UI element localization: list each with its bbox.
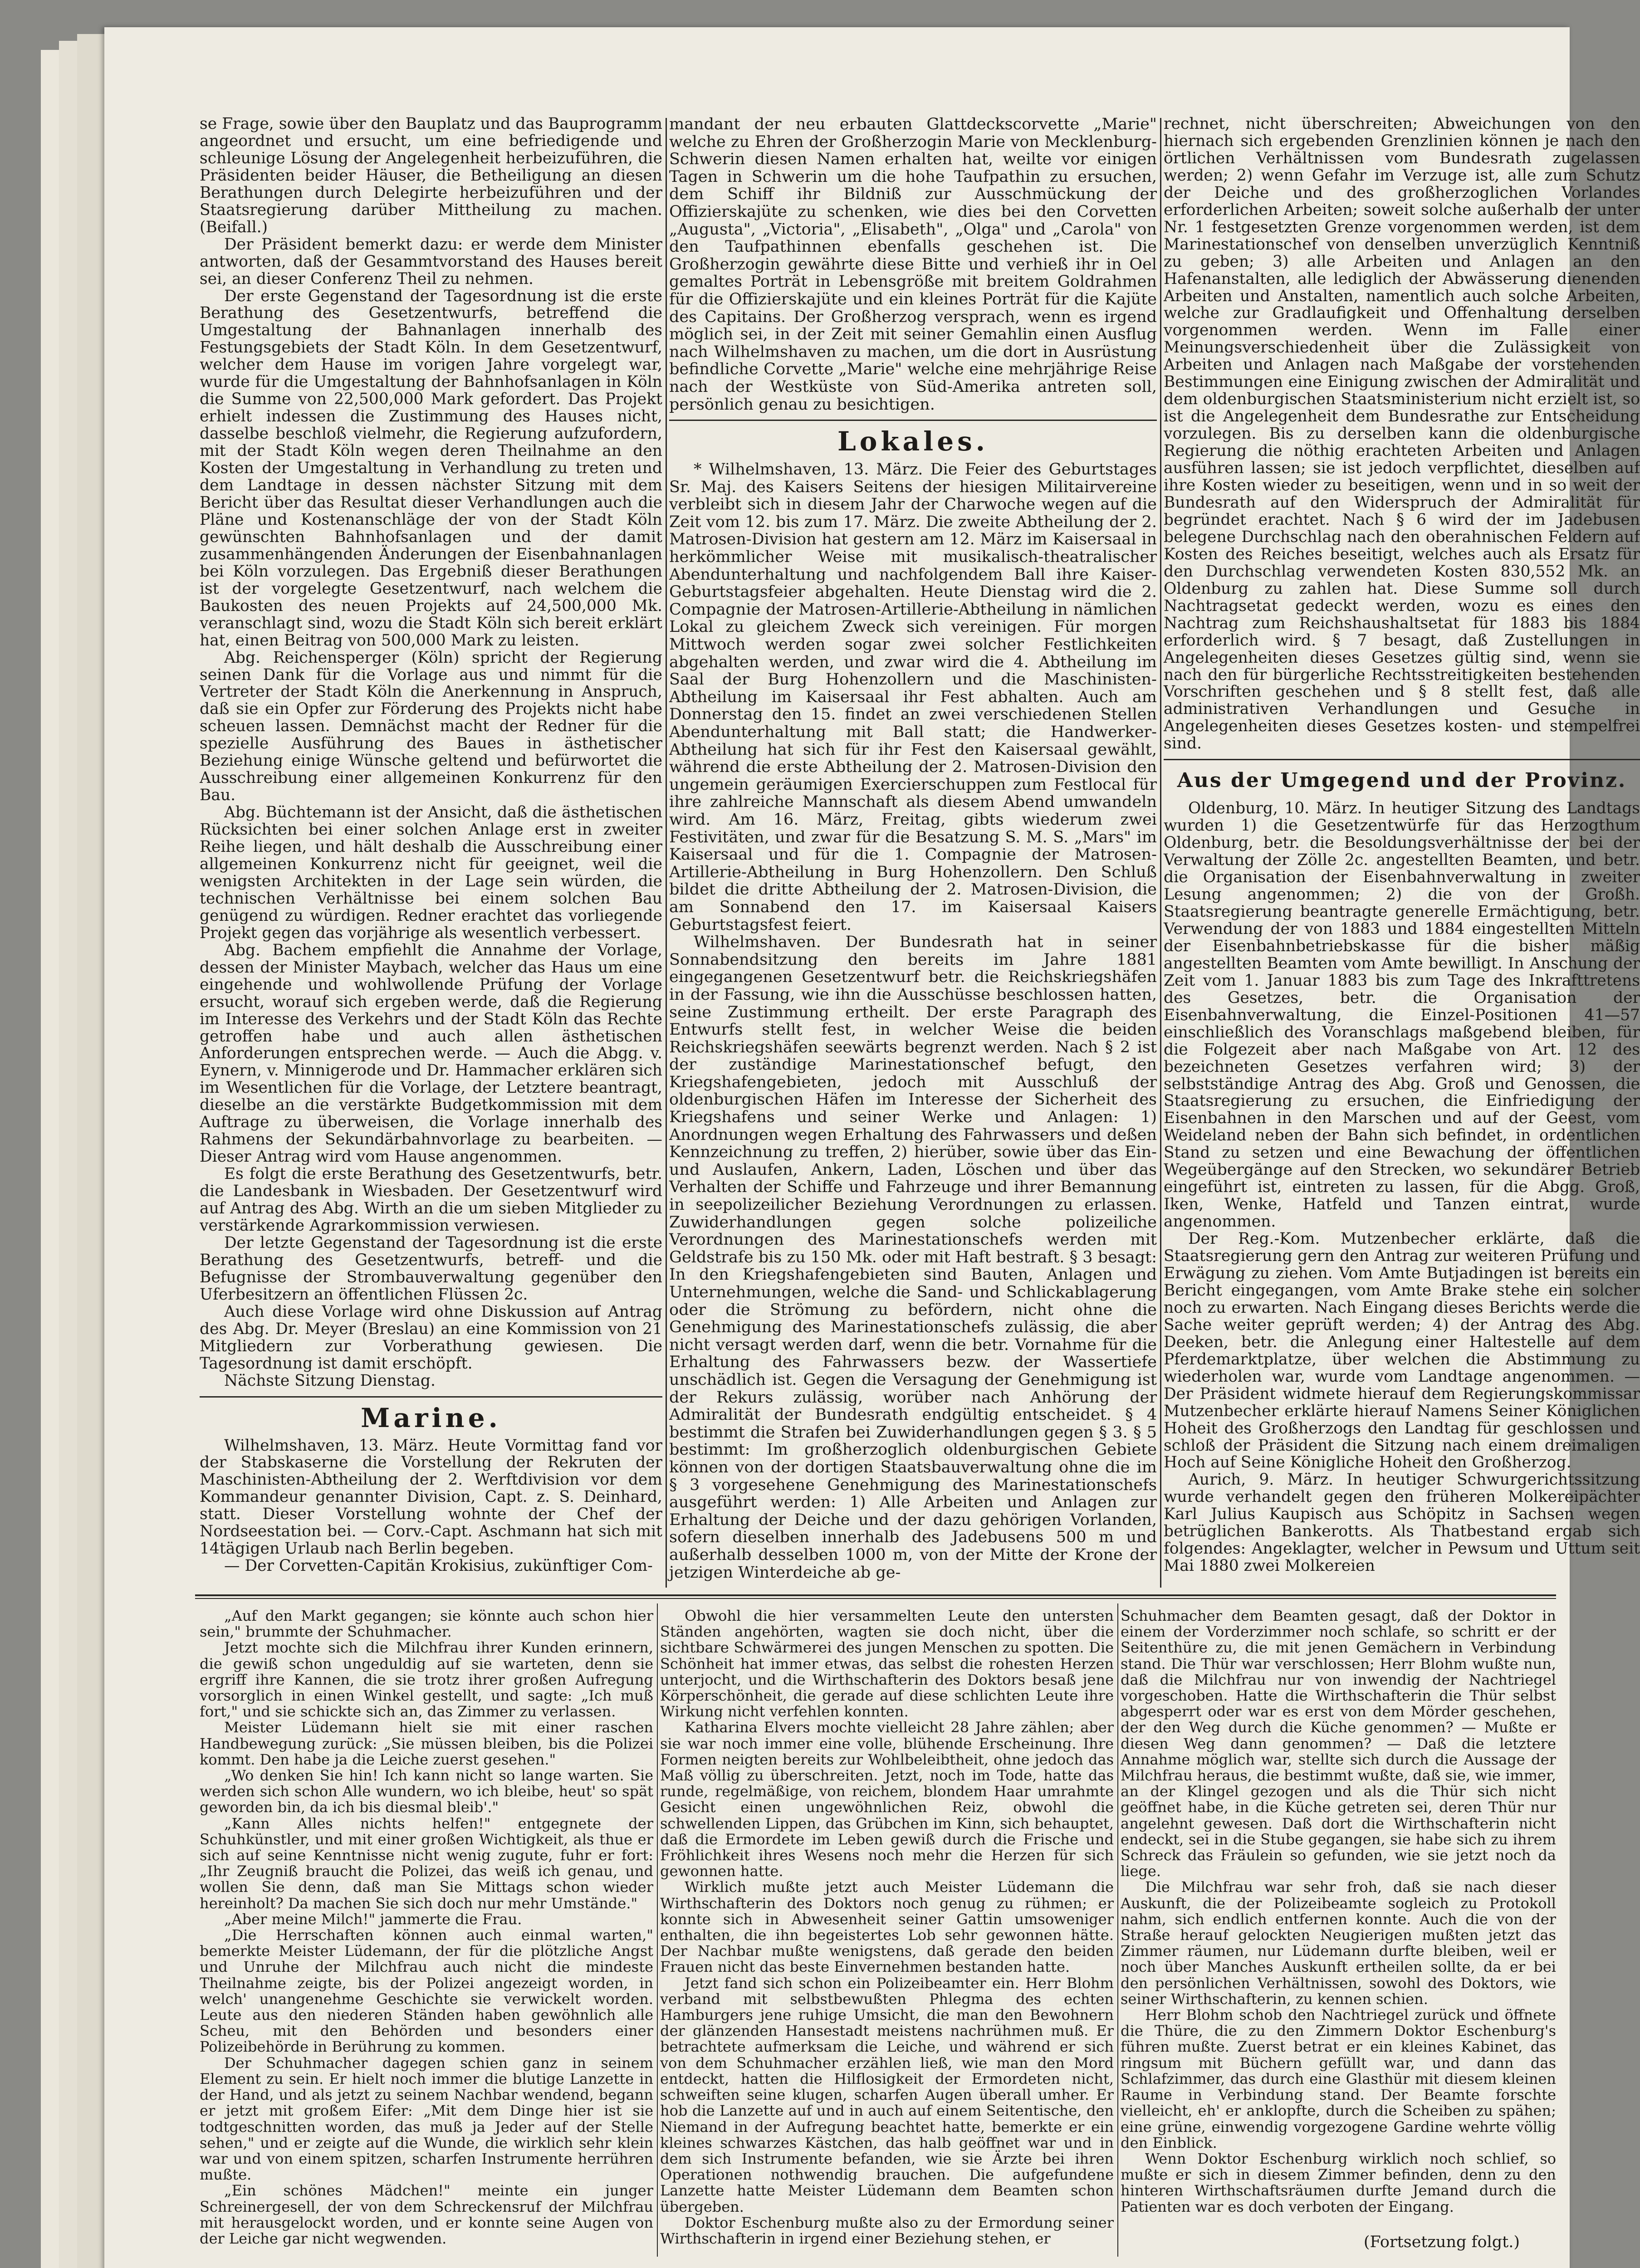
- feuilleton-paragraph: „Die Herrschaften können auch einmal warten," bemerkte Meister Lüdemann, der für die plötzliche Angst und Unruhe der Milchfrau auch nicht die mindeste Theilnahme zeigte, bis der Polizei angezeigt worden, in welch' unangenehme Geschichte sie verwickelt worden. Leute aus den niederen Ständen haben gewöhnlich alle Scheu, mit den Behörden und besonders einer Polizeibehörde in Berührung zu kommen.: [200, 1926, 653, 2056]
- feuilleton-paragraph: „Kann Alles nichts helfen!" entgegnete der Schuhkünstler, und mit einer großen Wichtigkeit, als thue er sich auf seine Kenntnisse nicht wenig zugute, fuhr er fort: „Ihr Zeugniß braucht die Polizei, das weiß ich genau, und wollen Sie denn, daß man Sie Mittags schon wieder hereinholt? Da machen Sie sich doch nur mehr Umstände.": [200, 1814, 653, 1912]
- feuilleton-paragraph: Wenn Doktor Eschenburg wirklich noch schlief, so mußte er sich in diesem Zimmer befinden, denn zu den hinteren Wirthschaftsräumen durfte Jemand durch die Patienten war es doch verboten der Eingang.: [1121, 2150, 1556, 2215]
- column-1: [200, 116, 662, 1575]
- column-divider: [1117, 1603, 1118, 2257]
- paragraph: Der Reg.-Kom. Mutzenbecher erklärte, daß die Staatsregierung gern den Antrag zur weiteren Prüfung und Erwägung zu ziehen. Vom Amte Butjadingen ist bereits ein Bericht eingegangen, vom Amte Brake stehe ein solcher noch zu erwarten. Nach Eingang dieses Berichts werde die Sache weiter geprüft werden; 4) der Antrag des Abg. Deeken, betr. die Anlegung einer Haltestelle auf dem Pferdemarktplatze, über welchen die Abstimmung zu wiederholen war, wurde vom Landtage angenommen. — Der Präsident widmete hierauf dem Regierungskommissar Mutzenbecher erklärte hierauf Namens Seiner Königlichen Hoheit des Großherzogs den Landtag für geschlossen und schloß der Präsident die Sitzung nach einem dreimaligen Hoch auf Seine Königliche Hoheit den Großherzog.: [1164, 1230, 1640, 1472]
- column-divider: [657, 1603, 658, 2257]
- column-3: [1164, 116, 1640, 1575]
- column-divider: [1160, 118, 1161, 1588]
- feuilleton-paragraph: „Ein schönes Mädchen!" meinte ein junger Schreinergesell, der von dem Schreckensruf der Milchfrau mit herausgelockt worden, und er konnte seine Augen von der Leiche gar nicht wegwenden.: [200, 2182, 653, 2247]
- paragraph: Es folgt die erste Berathung des Gesetzentwurfs, betr. die Landesbank in Wiesbaden. Der Gesetzentwurf wird auf Antrag des Abg. Wirth an die um sieben Mitglieder zu verstärkende Agrarkommission verwiesen.: [200, 1165, 662, 1235]
- feuilleton-paragraph: Herr Blohm schob den Nachtriegel zurück und öffnete die Thüre, die zu den Zimmern Doktor Eschenburg's führen mußte. Zuerst betrat er ein kleines Kabinet, das ringsum mit Büchern gefüllt war, und dann das Schlafzimmer, das durch eine Glasthür mit diesem kleinen Raume in Verbindung stand. Der Beamte forschte vielleicht, eh' er anklopfte, durch die Scheiben zu spähen; eine grüne, einwendig vorgezogene Gardine wehrte völlig den Einblick.: [1121, 2006, 1556, 2151]
- paragraph: Auch diese Vorlage wird ohne Diskussion auf Antrag des Abg. Dr. Meyer (Breslau) an eine Kommission von 21 Mitgliedern zur Vorberathung gewiesen. Die Tagesordnung ist damit erschöpft.: [200, 1302, 662, 1373]
- paragraph: Abg. Bachem empfiehlt die Annahme der Vorlage, dessen der Minister Maybach, welcher das Haus um eine eingehende und wohlwollende Prüfung der Vorlage ersucht, worauf sich ergeben werde, daß die Regierung im Interesse des Verkehrs und der Stadt Köln das Rechte getroffen habe und auch allen ästhetischen Anforderungen entsprechen werde. — Auch die Abgg. v. Eynern, v. Minnigerode und Dr. Hammacher erklären sich im Wesentlichen für die Vorlage, der Letztere beantragt, dieselbe an die verstärkte Budgetkommission mit dem Auftrage zu überweisen, die Vorlage innerhalb des Rahmens der Sekundärbahnvorlage zu bearbeiten. — Dieser Antrag wird vom Hause angenommen.: [200, 941, 662, 1166]
- feuilleton-column-3: [1121, 1608, 1556, 2251]
- paragraph: se Frage, sowie über den Bauplatz und das Bauprogramm angeordnet und ersucht, um eine befriedigende und schleunige Lösung der Angelegenheit herbeizuführen, die Präsidenten beider Häuser, die Betheiligung an diesen Berathungen durch Delegirte herbeizuführen und der Staatsregierung darüber Mittheilung zu machen. (Beifall.): [200, 115, 662, 236]
- feuilleton-paragraph: Jetzt fand sich schon ein Polizeibeamter ein. Herr Blohm verband mit selbstbewußten Phlegma des echten Hamburgers jene ruhige Umsicht, die man den Bewohnern der glänzenden Hansestadt meistens nachrühmen muß. Er betrachtete aufmerksam die Leiche, und während er sich von dem Schuhmacher erzählen ließ, wie man den Mord entdeckt, hatten die Hilflosigkeit der Ermordeten nicht, schweiften seine klugen, scharfen Augen überall umher. Er hob die Lanzette auf und in auch auf einem Seitentische, den Niemand in der Aufregung beachtet hatte, bemerkte er ein kleines schwarzes Kästchen, das halb geöffnet war und in dem sich Instrumente befanden, wie sie Ärzte bei ihren Operationen nothwendig brauchen. Die aufgefundene Lanzette hatte Meister Lüdemann dem Beamten schon übergeben.: [660, 1974, 1114, 2215]
- paragraph: Oldenburg, 10. März. In heutiger Sitzung des Landtags wurden 1) die Gesetzentwürfe für das Herzogthum Oldenburg, betr. die Besoldungsverhältnisse der bei der Verwaltung der Zölle 2c. angestellten Beamten, und betr. die Organisation der Eisenbahnverwaltung in zweiter Lesung angenommen; 2) die von der Großh. Staatsregierung beantragte generelle Ermächtigung, betr. Verwendung der von 1883 und 1884 eingestellten Mitteln der Eisenbahnbetriebskasse für die bisher mäßig angestellten Beamten vom Amte bewilligt. In Anschung der Zeit vom 1. Januar 1883 bis zum Tage des Inkrafttretens des Gesetzes, betr. die Organisation der Eisenbahnverwaltung, die Einzel-Positionen 41—57 einschließlich des Voranschlags maßgebend bleiben, für die Folgezeit aber nach Maßgabe von Art. 12 des bezeichneten Gesetzes verfahren wird; 3) der selbstständige Antrag des Abg. Groß und Genossen, die Staatsregierung zu ersuchen, die Einfriedigung der Eisenbahnen in den Marschen und auf der Geest, vom Weideland neben der Bahn sich befindet, in ordentlichen Stand zu setzen und eine Bewachung der öffentlichen Wegeübergänge auf den Strecken, wo sekundärer Betrieb eingeführt ist, eintreten zu lassen, für die Abgg. Groß, Iken, Wenke, Hatfeld und Tanzen eintrat, wurde angenommen.: [1164, 799, 1640, 1231]
- column-divider: [666, 118, 667, 1588]
- paragraph: rechnet, nicht überschreiten; Abweichungen von den hiernach sich ergebenden Grenzlinien können je nach den örtlichen Verhältnissen vom Bundesrath zugelassen werden; 2) wenn Gefahr im Verzuge ist, alle zum Schutz der Deiche und des großherzoglichen Vorlandes erforderlichen Arbeiten; soweit solche außerhalb der unter Nr. 1 festgesetzten Grenze vorgenommen werden, ist dem Marinestationschef von denselben unverzüglich Kenntniß zu geben; 3) alle Arbeiten und Anlagen an den Hafenanstalten, alle lediglich der Abwässerung dienenden Arbeiten und Anstalten, namentlich auch solche Arbeiten, welche zur Gradlaufigkeit und Offenhaltung derselben vorgenommen werden. Wenn im Falle einer Meinungsverschiedenheit über die Zulässigkeit von Arbeiten und Anlagen nach Maßgabe der vorstehenden Bestimmungen eine Einigung zwischen der Admiralität und dem oldenburgischen Staatsministerium nicht erzielt ist, so ist die Angelegenheit dem Bundesrathe zur Entscheidung vorzulegen. Bis zu derselben kann die oldenburgische Regierung die nöthig erachteten Arbeiten und Anlagen ausführen lassen; sie ist jedoch verpflichtet, dieselben auf ihre Kosten wieder zu beseitigen, wenn und in so weit der Bundesrath auf den Widerspruch der Admiralität für begründet erachtet. Nach § 6 wird der im Jadebusen belegene Durchschlag nach den oberahnischen Feldern auf Kosten des Reiches beseitigt, welches auch als Ersatz für den Durchschlag verwendeten Kosten 830,552 Mk. an Oldenburg zu zahlen hat. Diese Summe soll durch Nachtragsetat gedeckt werden, wozu es eines den Nachtrag zum Reichshaushaltsetat für 1883 bis 1884 erforderlich wird. § 7 besagt, daß Zustellungen in Angelegenheiten dieses Gesetzes gültig sind, wenn sie nach den für bürgerliche Rechtsstreitigkeiten bestehenden Vorschriften geschehen und § 8 stellt fest, daß alle administrativen Verhandlungen und Gesuche in Angelegenheiten dieses Gesetzes kosten- und stempelfrei sind.: [1164, 115, 1640, 753]
- feuilleton-paragraph: „Wo denken Sie hin! Ich kann nicht so lange warten. Sie werden sich schon Alle wundern, wo ich bleibe, heut' so spät geworden bin, da ich bis diesmal bleib'.": [200, 1767, 653, 1816]
- paragraph: Nächste Sitzung Dienstag.: [224, 1371, 436, 1390]
- feuilleton-column-1: [200, 1608, 653, 2247]
- section-rule: [200, 1396, 662, 1398]
- paragraph: * Wilhelmshaven, 13. März. Die Feier des Geburtstages Sr. Maj. des Kaisers Seitens der hiesigen Militairvereine verbleibt sich in diesem Jahr der Charwoche wegen auf die Zeit vom 12. bis zum 17. März. Die zweite Abtheilung der 2. Matrosen-Division hat gestern am 12. März im Kaisersaal in herkömmlicher Weise mit musikalisch-theatralischer Abendunterhaltung und nachfolgendem Ball ihre Kaiser-Geburtstagsfeier abgehalten. Heute Dienstag wird die 2. Compagnie der Matrosen-Artillerie-Abtheilung in nämlichen Lokal zu gleichem Zweck sich vereinigen. Für morgen Mittwoch werden sogar zwei solcher Festlichkeiten abgehalten werden, und zwar wird die 4. Abtheilung im Saal der Burg Hohenzollern und die Maschinisten-Abtheilung im Kaisersaal ihr Fest abhalten. Auch am Donnerstag den 15. findet an zwei verschiedenen Stellen Abendunterhaltung mit Ball statt; die Handwerker-Abtheilung hat sich für ihr Fest den Kaisersaal gewählt, während die erste Abtheilung der 2. Matrosen-Division den ungemein geräumigen Exercierschuppen zum Festlocal für ihre zahlreiche Mannschaft als diesem Abend umwandeln wird. Am 16. März, Freitag, gibts wiederum zwei Festivitäten, und zwar für die Besatzung S. M. S. „Mars" im Kaisersaal und für die 1. Compagnie der Matrosen-Artillerie-Abtheilung in Burg Hohenzollern. Den Schluß bildet die dritte Abtheilung der 2. Matrosen-Division, die am Sonnabend den 17. im Kaisersaal Kaisers Geburtstagsfest feiert.: [669, 460, 1157, 934]
- section-rule: [1164, 759, 1640, 760]
- feuilleton-paragraph: Obwohl die hier versammelten Leute den untersten Ständen angehörten, wagten sie doch nicht, über die sichtbare Schwärmerei des jungen Menschen zu spotten. Die Schönheit hat immer etwas, das selbst die rohesten Herzen unterjocht, und die Wirthschafterin des Doktors besaß jene Körperschönheit, die gerade auf diese schlichten Leute ihre Wirkung nicht verfehlen konnten.: [660, 1607, 1114, 1721]
- feuilleton-paragraph: Doktor Eschenburg mußte also zu der Ermordung seiner Wirthschafterin in irgend einer Beziehung stehen, er: [660, 2214, 1114, 2247]
- feuilleton-paragraph: Katharina Elvers mochte vielleicht 28 Jahre zählen; aber sie war noch immer eine volle, blühende Erscheinung. Ihre Formen neigten bereits zur Wohlbeleibtheit, ohne jedoch das Maß völlig zu überschreiten. Jetzt, noch im Tode, hatte das runde, regelmäßige, von reichem, blondem Haar umrahmte Gesicht einen ungewöhnlichen Reiz, obwohl die schwellenden Lippen, das Grübchen im Kinn, sich behauptet, daß die Ermordete im Leben gewiß durch die Frische und Fröhlichkeit ihres Wesens noch mehr die Herzen für sich gewonnen hatte.: [660, 1719, 1114, 1880]
- paragraph: Abg. Reichensperger (Köln) spricht der Regierung seinen Dank für die Vorlage aus und nimmt für die Vertreter der Stadt Köln die Anerkennung in Anspruch, daß sie ein Opfer zur Förderung des Projekts nicht habe scheuen lassen. Demnächst macht der Redner für die spezielle Ausführung des Baues in ästhetischer Beziehung einige Wünsche geltend und befürwortet die Ausschreibung einer allgemeinen Konkurrenz für den Bau.: [200, 648, 662, 805]
- feuilleton-paragraph: Schuhmacher dem Beamten gesagt, daß der Doktor in einem der Vorderzimmer noch schlafe, so schritt er der Seitenthüre zu, die mit jenen Gemächern in Verbindung stand. Die Thür war verschlossen; Herr Blohm wußte nun, daß die Milchfrau nur von inwendig der Nachtriegel vorgeschoben. Hatte die Wirthschafterin die Thür selbst abgesperrt oder war es erst von dem Mörder geschehen, der den Weg durch die Küche genommen? — Mußte er diesen Weg dann genommen? — Daß die letztere Annahme möglich war, stellte sich durch die Aussage der Milchfrau heraus, die bestimmt wußte, daß sie, wie immer, an der Klingel gezogen und als die Thür sich nicht geöffnet habe, in die Küche getreten sei, deren Thür nur angelehnt gewesen. Daß dort die Wirthschafterin nicht endeckt, sei in die Stube gegangen, sie habe sich zu ihrem Schreck das Fräulein so gefunden, wie sie jetzt noch da liege.: [1121, 1607, 1556, 1880]
- paragraph: Wilhelmshaven. Der Bundesrath hat in seiner Sonnabendsitzung den bereits im Jahre 1881 eingegangenen Gesetzentwurf betr. die Reichskriegshäfen in der Fassung, wie ihn die Ausschüsse beschlossen hatten, seine Zustimmung ertheilt. Der erste Paragraph des Entwurfs stellt fest, in welcher Weise die beiden Reichskriegshäfen seewärts begrenzt werden. Nach § 2 ist der zuständige Marinestationschef befugt, den Kriegshafengebieten, jedoch mit Ausschluß der oldenburgischen Häfen im Interesse der Sicherheit des Kriegshafens und seiner Werke und Anlagen: 1) Anordnungen wegen Erhaltung des Fahrwassers und deßen Kennzeichnung zu treffen, 2) hierüber, sowie über das Ein- und Auslaufen, Ankern, Laden, Löschen und über das Verhalten der Schiffe und Fahrzeuge und ihrer Bemannung in seepolizeilicher Beziehung Verordnungen zu erlassen. Zuwiderhandlungen gegen solche polizeiliche Verordnungen des Marinestationschefs werden mit Geldstrafe bis zu 150 Mk. oder mit Haft bestraft. § 3 besagt: In den Kriegshafengebieten sind Bauten, Anlagen und Unternehmungen, welche die Sand- und Schlickablagerung oder die Strömung zu befördern, nicht ohne die Genehmigung des Marinestationschefs zulässig, die aber nicht versagt werden darf, wenn die betr. Vornahme für die Erhaltung des Fahrwassers bezw. der Wassertiefe unschädlich ist. Gegen die Versagung der Genehmigung ist der Rekurs zulässig, worüber nach Anhörung der Admiralität der Bundesrath endgültig entscheidet. § 4 bestimmt die Strafen bei Zuwiderhandlungen gegen § 3. § 5 bestimmt: Im großherzoglich oldenburgischen Gebiete können von der dortigen Staatsbauverwaltung ohne die im § 3 vorgesehene Genehmigung des Marinestationschefs ausgeführt werden: 1) Alle Arbeiten und Anlagen zur Erhaltung der Deiche und der dazu gehörigen Vorlanden, sofern dieselben innerhalb des Jadebusens 500 m und außerhalb desselben 1000 m, von der Mitte der Krone der jetzigen Winterdeiche ab ge-: [669, 933, 1157, 1582]
- feuilleton-paragraph: „Aber meine Milch!" jammerte die Frau.: [224, 1910, 522, 1928]
- feuilleton-paragraph: Wirklich mußte jetzt auch Meister Lüdemann die Wirthschafterin des Doktors noch genug zu rühmen; er konnte sich in Abwesenheit seiner Gattin umsoweniger enthalten, die ihn begeistertes Lob sehr gewonnen hätte. Der Nachbar mußte wenigstens, daß gerade den beiden Frauen nicht das beste Einvernehmen bestanden hatte.: [660, 1878, 1114, 1976]
- column-2: [669, 116, 1157, 1581]
- section-heading: Marine.: [361, 1402, 501, 1433]
- paragraph: mandant der neu erbauten Glattdeckscorvette „Marie" welche zu Ehren der Großherzogin Marie von Mecklenburg-Schwerin diesen Namen erhalten hat, weilte vor einigen Tagen in Schwerin um die hohe Taufpathin zu ersuchen, dem Schiff ihr Bildniß zur Ausschmückung der Offizierskajüte zu schenken, wie dies bei den Corvetten „Augusta", „Victoria", „Elisabeth", „Olga" und „Carola" von den Taufpathinnen ebenfalls geschehen ist. Die Großherzogin gewährte diese Bitte und verhieß ihr in Oel gemaltes Porträt in Lebensgröße mit breitem Goldrahmen für die Offizierskajüte und ein kleines Porträt für die Kajüte des Capitains. Der Großherzog versprach, wenn es irgend möglich sei, in der Zeit mit seiner Gemahlin einen Ausflug nach Wilhelmshaven zu machen, um die dort in Ausrüstung befindliche Corvette „Marie" welche eine mehrjährige Reise nach der Westküste von Süd-Amerika antreten soll, persönlich genau zu besichtigen.: [669, 115, 1157, 414]
- paragraph: Wilhelmshaven, 13. März. Heute Vormittag fand vor der Stabskaserne die Vorstellung der Rekruten der Maschinisten-Abtheilung der 2. Werftdivision vor dem Kommandeur genannter Division, Capt. z. S. Deinhard, statt. Dieser Vorstellung wohnte der Chef der Nordseestation bei. — Corv.-Capt. Aschmann hat sich mit 14tägigen Urlaub nach Berlin begeben.: [200, 1436, 662, 1558]
- feuilleton-paragraph: „Auf den Markt gegangen; sie könnte auch schon hier sein," brummte der Schuhmacher.: [200, 1607, 653, 1641]
- feuilleton-paragraph: Jetzt mochte sich die Milchfrau ihrer Kunden erinnern, die gewiß schon ungeduldig auf sie warteten, denn sie ergriff ihre Kannen, die sie trotz ihrer großen Aufregung vorsorglich in einen Winkel gestellt, und sagte: „Ich muß fort," und sie schickte sich an, das Zimmer zu verlassen.: [200, 1639, 653, 1721]
- section-rule: [669, 420, 1157, 421]
- feuilleton-column-2: [660, 1608, 1114, 2247]
- feuilleton-paragraph: Die Milchfrau war sehr froh, daß sie nach dieser Auskunft, die der Polizeibeamte sogleich zu Protokoll nahm, sich endlich entfernen konnte. Auch die von der Straße herauf gelockten Neugierigen mußten jetzt das Zimmer räumen, nur Lüdemann durfte bleiben, weil er noch über Manches Auskunft ertheilen sollte, da er bei den persönlichen Verhältnissen, sowohl des Doktors, wie seiner Wirthschafterin, zu kennen schien.: [1121, 1878, 1556, 2008]
- paragraph: — Der Corvetten-Capitän Krokisius, zukünftiger Com-: [224, 1557, 653, 1575]
- paragraph: Abg. Büchtemann ist der Ansicht, daß die ästhetischen Rücksichten bei einer solchen Anlage erst in zweiter Reihe liegen, und hält deshalb die Ausschreibung einer allgemeinen Konkurrenz nicht für geeignet, weil die wenigsten Architekten in der Lage sein würden, die technischen Verhältnisse bei einem solchen Bau genügend zu würdigen. Redner erachtet das vorliegende Projekt gegen das vorjährige als wesentlich verbessert.: [200, 803, 662, 942]
- feuilleton-divider: [195, 1594, 1556, 1596]
- feuilleton-paragraph: Meister Lüdemann hielt sie mit einer raschen Handbewegung zurück: „Sie müssen bleiben, bis die Polizei kommt. Den habe ja die Leiche zuerst gesehen.": [200, 1719, 653, 1768]
- feuilleton-paragraph: Der Schuhmacher dagegen schien ganz in seinem Element zu sein. Er hielt noch immer die blutige Lanzette in der Hand, und als jetzt zu seinem Nachbar wendend, begann er jetzt mit großem Eifer: „Mit dem Dinge hier ist sie todtgeschnitten worden, das muß ja Jeder auf der Stelle sehen," und er zeigte auf die Wunde, die wirklich sehr klein war und von einem spitzen, scharfen Instrumente herrühren mußte.: [200, 2054, 653, 2184]
- feuilleton-divider: [195, 1598, 1556, 1599]
- paragraph: Aurich, 9. März. In heutiger Schwurgerichtssitzung wurde verhandelt gegen den früheren Molkereipächter Karl Julius Kaupisch aus Schöpitz in Sachsen wegen betrüglichen Bankerotts. Als Thatbestand ergab sich folgendes: Angeklagter, welcher in Pewsum und Uttum seit Mai 1880 zwei Molkereien: [1164, 1471, 1640, 1575]
- paragraph: Der letzte Gegenstand der Tagesordnung ist die erste Berathung des Gesetzentwurfs, betreff- und die Befugnisse der Strombauverwaltung gegenüber den Uferbesitzern an öffentlichen Flüssen 2c.: [200, 1233, 662, 1304]
- section-heading: Lokales.: [837, 426, 989, 457]
- newspaper-page: [104, 27, 1640, 2268]
- marine-section: [200, 1437, 662, 1575]
- continuation-note: (Fortsetzung folgt.): [1363, 2233, 1520, 2251]
- paragraph: Der Präsident bemerkt dazu: er werde dem Minister antworten, daß der Gesammtvorstand des Hauses bereit sei, an dieser Conferenz Theil zu nehmen.: [200, 235, 662, 288]
- paragraph: Der erste Gegenstand der Tagesordnung ist die erste Berathung des Gesetzentwurfs, betreffend die Umgestaltung der Bahnanlagen innerhalb des Festungsgebiets der Stadt Köln. In dem Gesetzentwurf, welcher dem Hause im vorigen Jahre vorgelegt war, wurde für die Umgestaltung der Bahnhofsanlagen in Köln die Summe von 22,500,000 Mark gefordert. Das Projekt erhielt indessen die Zustimmung des Hauses nicht, dasselbe beschloß vielmehr, die Regierung aufzufordern, mit der Stadt Köln wegen deren Theilnahme an den Kosten der Umgestaltung in Verhandlung zu treten und dem Landtage in dessen nächster Sitzung mit dem Bericht über das Resultat dieser Verhandlungen auch die Pläne und Kostenanschläge der von der Stadt Köln gewünschten Bahnhofsanlagen und der damit zusammenhängenden Änderungen der Eisenbahnanlagen bei Köln vorzulegen. Das Ergebniß dieser Berathungen ist der vorgelegte Gesetzentwurf, nach welchem die Baukosten des neuen Projekts auf 24,500,000 Mk. veranschlagt sind, wozu die Stadt Köln sich bereit erklärt hat, einen Beitrag von 500,000 Mark zu leisten.: [200, 287, 662, 650]
- section-heading: Aus der Umgegend und der Provinz.: [1177, 769, 1627, 792]
